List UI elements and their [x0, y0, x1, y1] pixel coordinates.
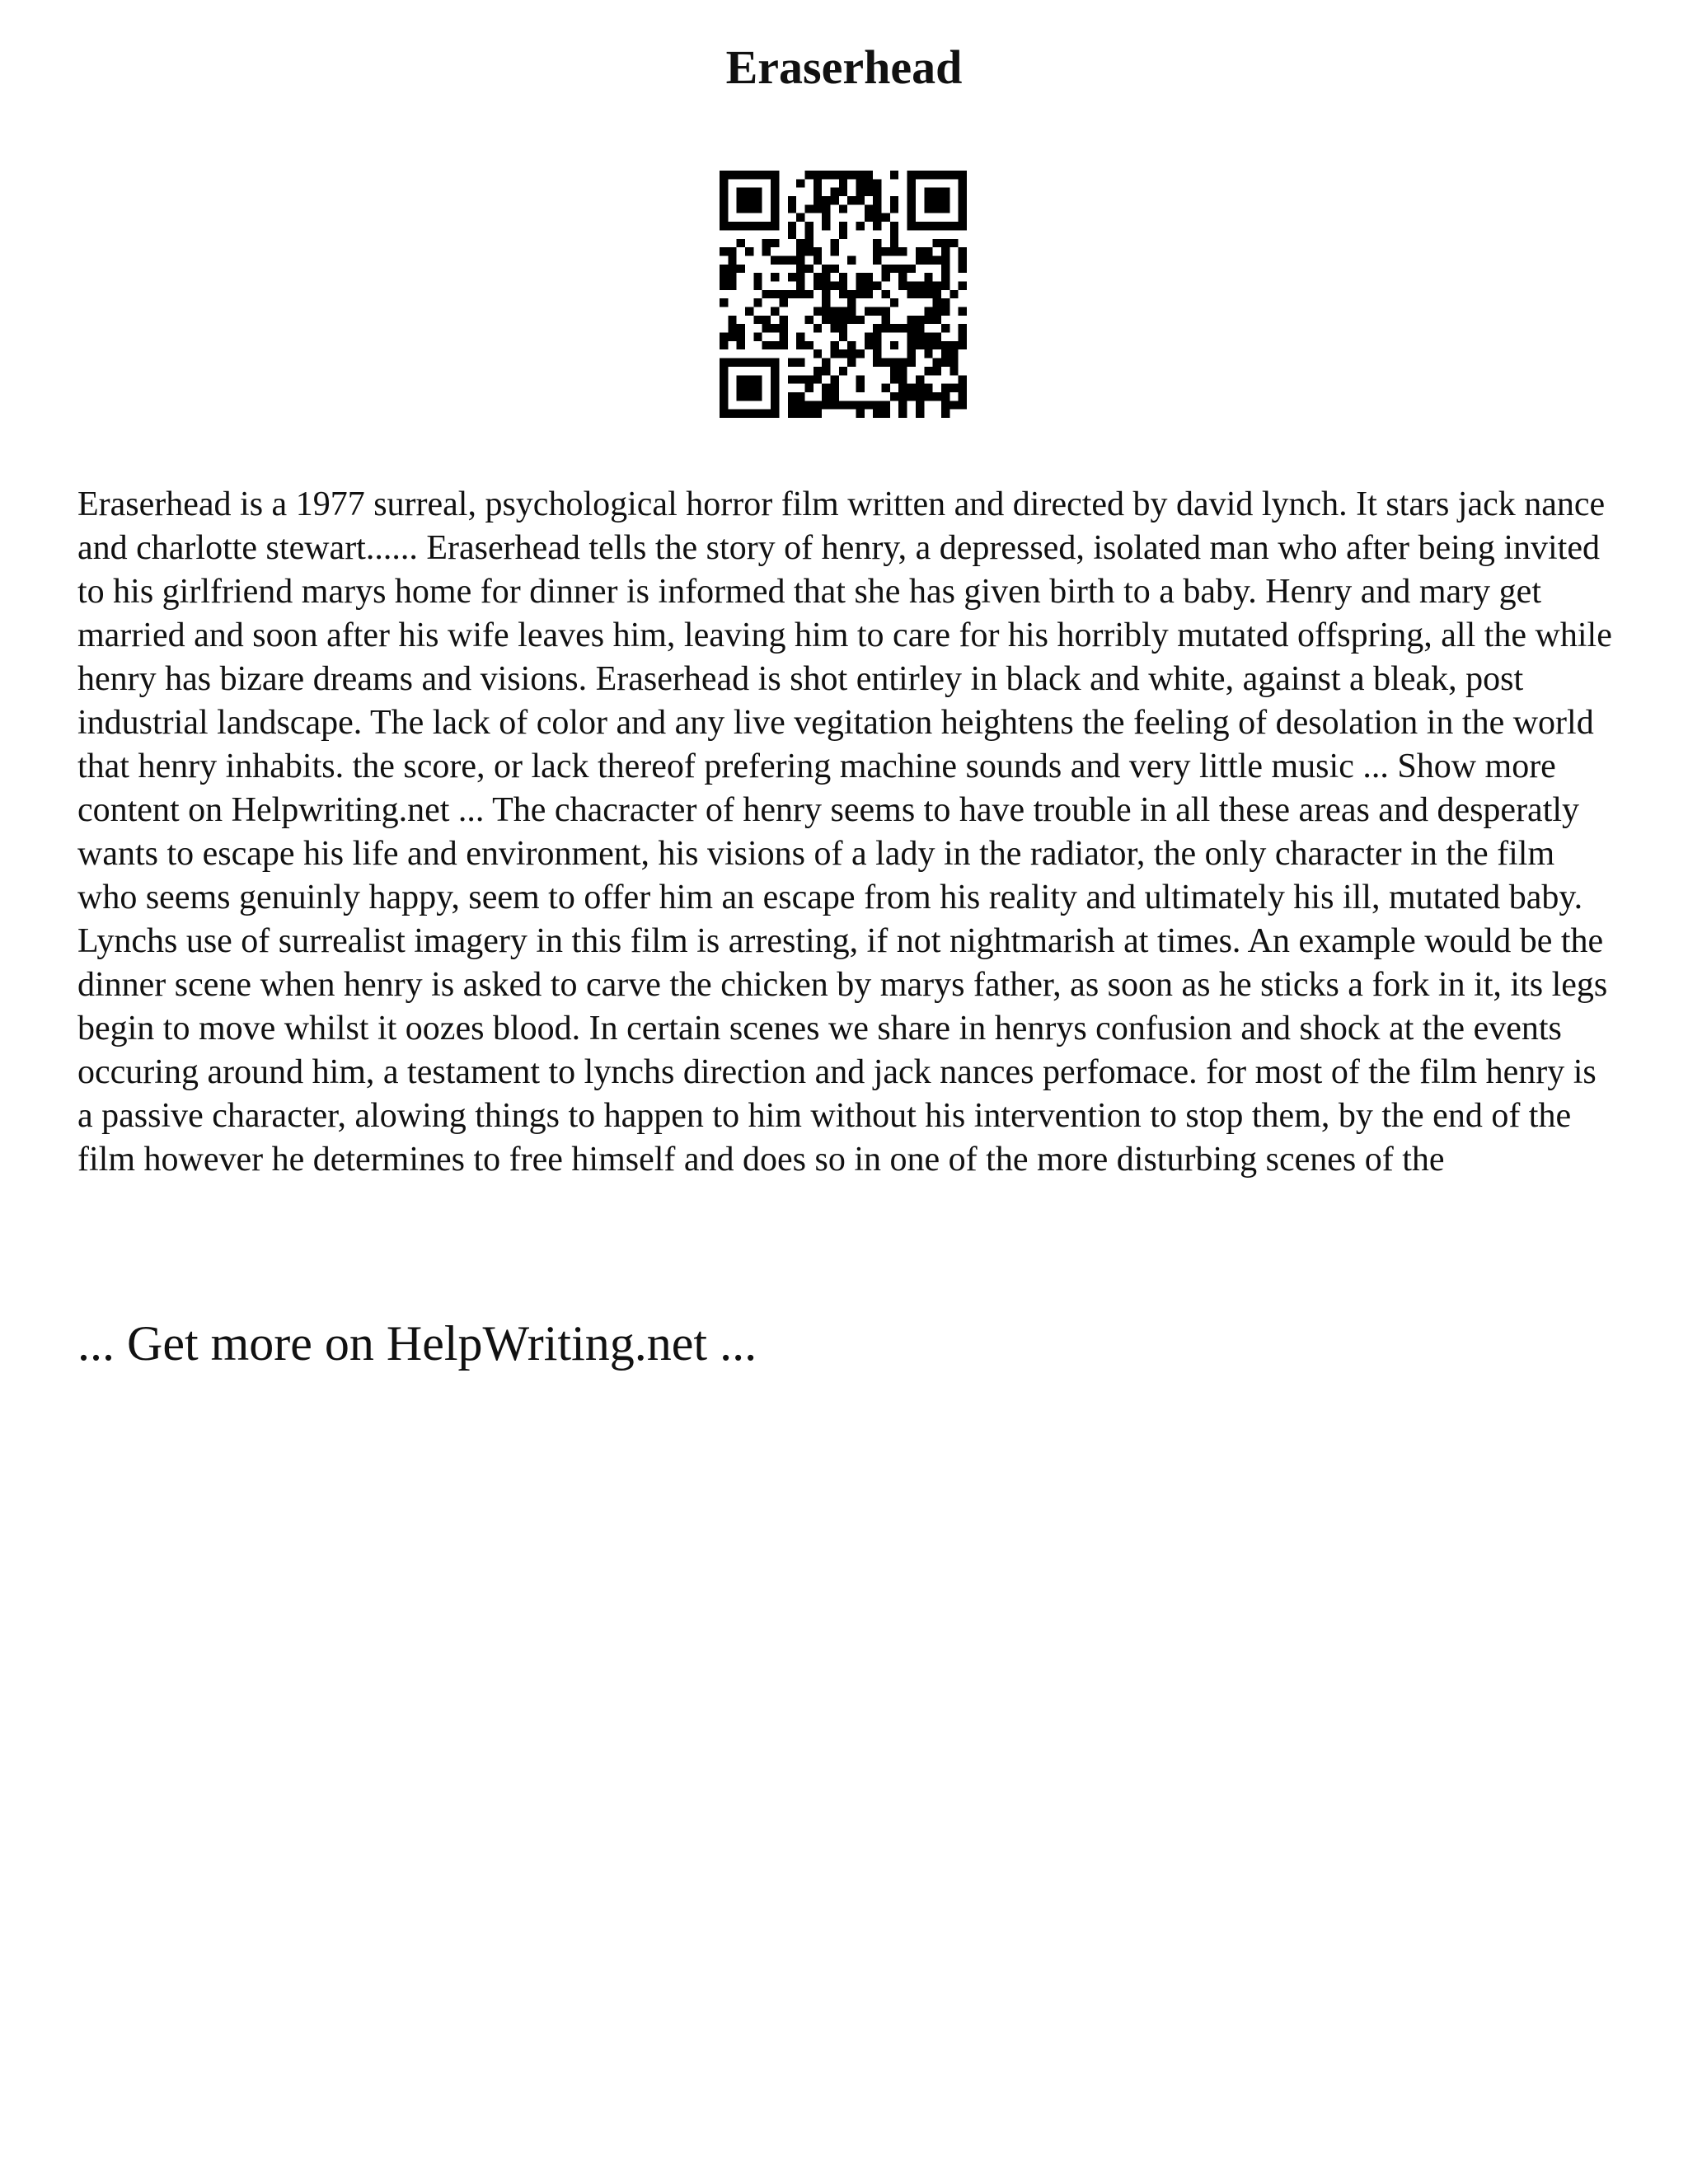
get-more-link[interactable]: ... Get more on HelpWriting.net ... [77, 1316, 757, 1371]
page-title: Eraserhead [725, 40, 963, 94]
article-body: Eraserhead is a 1977 surreal, psychological horror film written and directed by david lynch. It stars jack nance and charlotte stewart...... Eraserhead tells the story of henry, a depressed, isolated man who after being invited to his girlfriend marys home for dinner is informed that she has given birth to a baby. Henry and mary get married and soon after his wife leaves him, leaving him to care for his horribly mutated offspring, all the while henry has bizare dreams and visions. Eraserhead is shot entirley in black and white, against a bleak, post industrial landscape. The lack of color and any live vegitation heightens the feeling of desolation in the world that henry inhabits. the score, or lack thereof prefering machine sounds and very little music ... Show more content on Helpwriting.net ... The chacracter of henry seems to have trouble in all these areas and desperatly wants to escape his life and environment, his visions of a lady in the radiator, the only character in the film who seems genuinly happy, seem to offer him an escape from his reality and ultimately his ill, mutated baby. Lynchs use of surrealist imagery in this film is arresting, if not nightmarish at times. An example would be the dinner scene when henry is asked to carve the chicken by marys father, as soon as he sticks a fork in it, its legs begin to move whilst it oozes blood. In certain scenes we share in henrys confusion and shock at the events occuring around him, a testament to lynchs direction and jack nances perfomace. for most of the film henry is a passive character, alowing things to happen to him without his intervention to stop them, by the end of the film however he determines to free himself and does so in one of the more disturbing scenes of the [77, 485, 1612, 1179]
qr-code-icon[interactable] [720, 171, 967, 418]
